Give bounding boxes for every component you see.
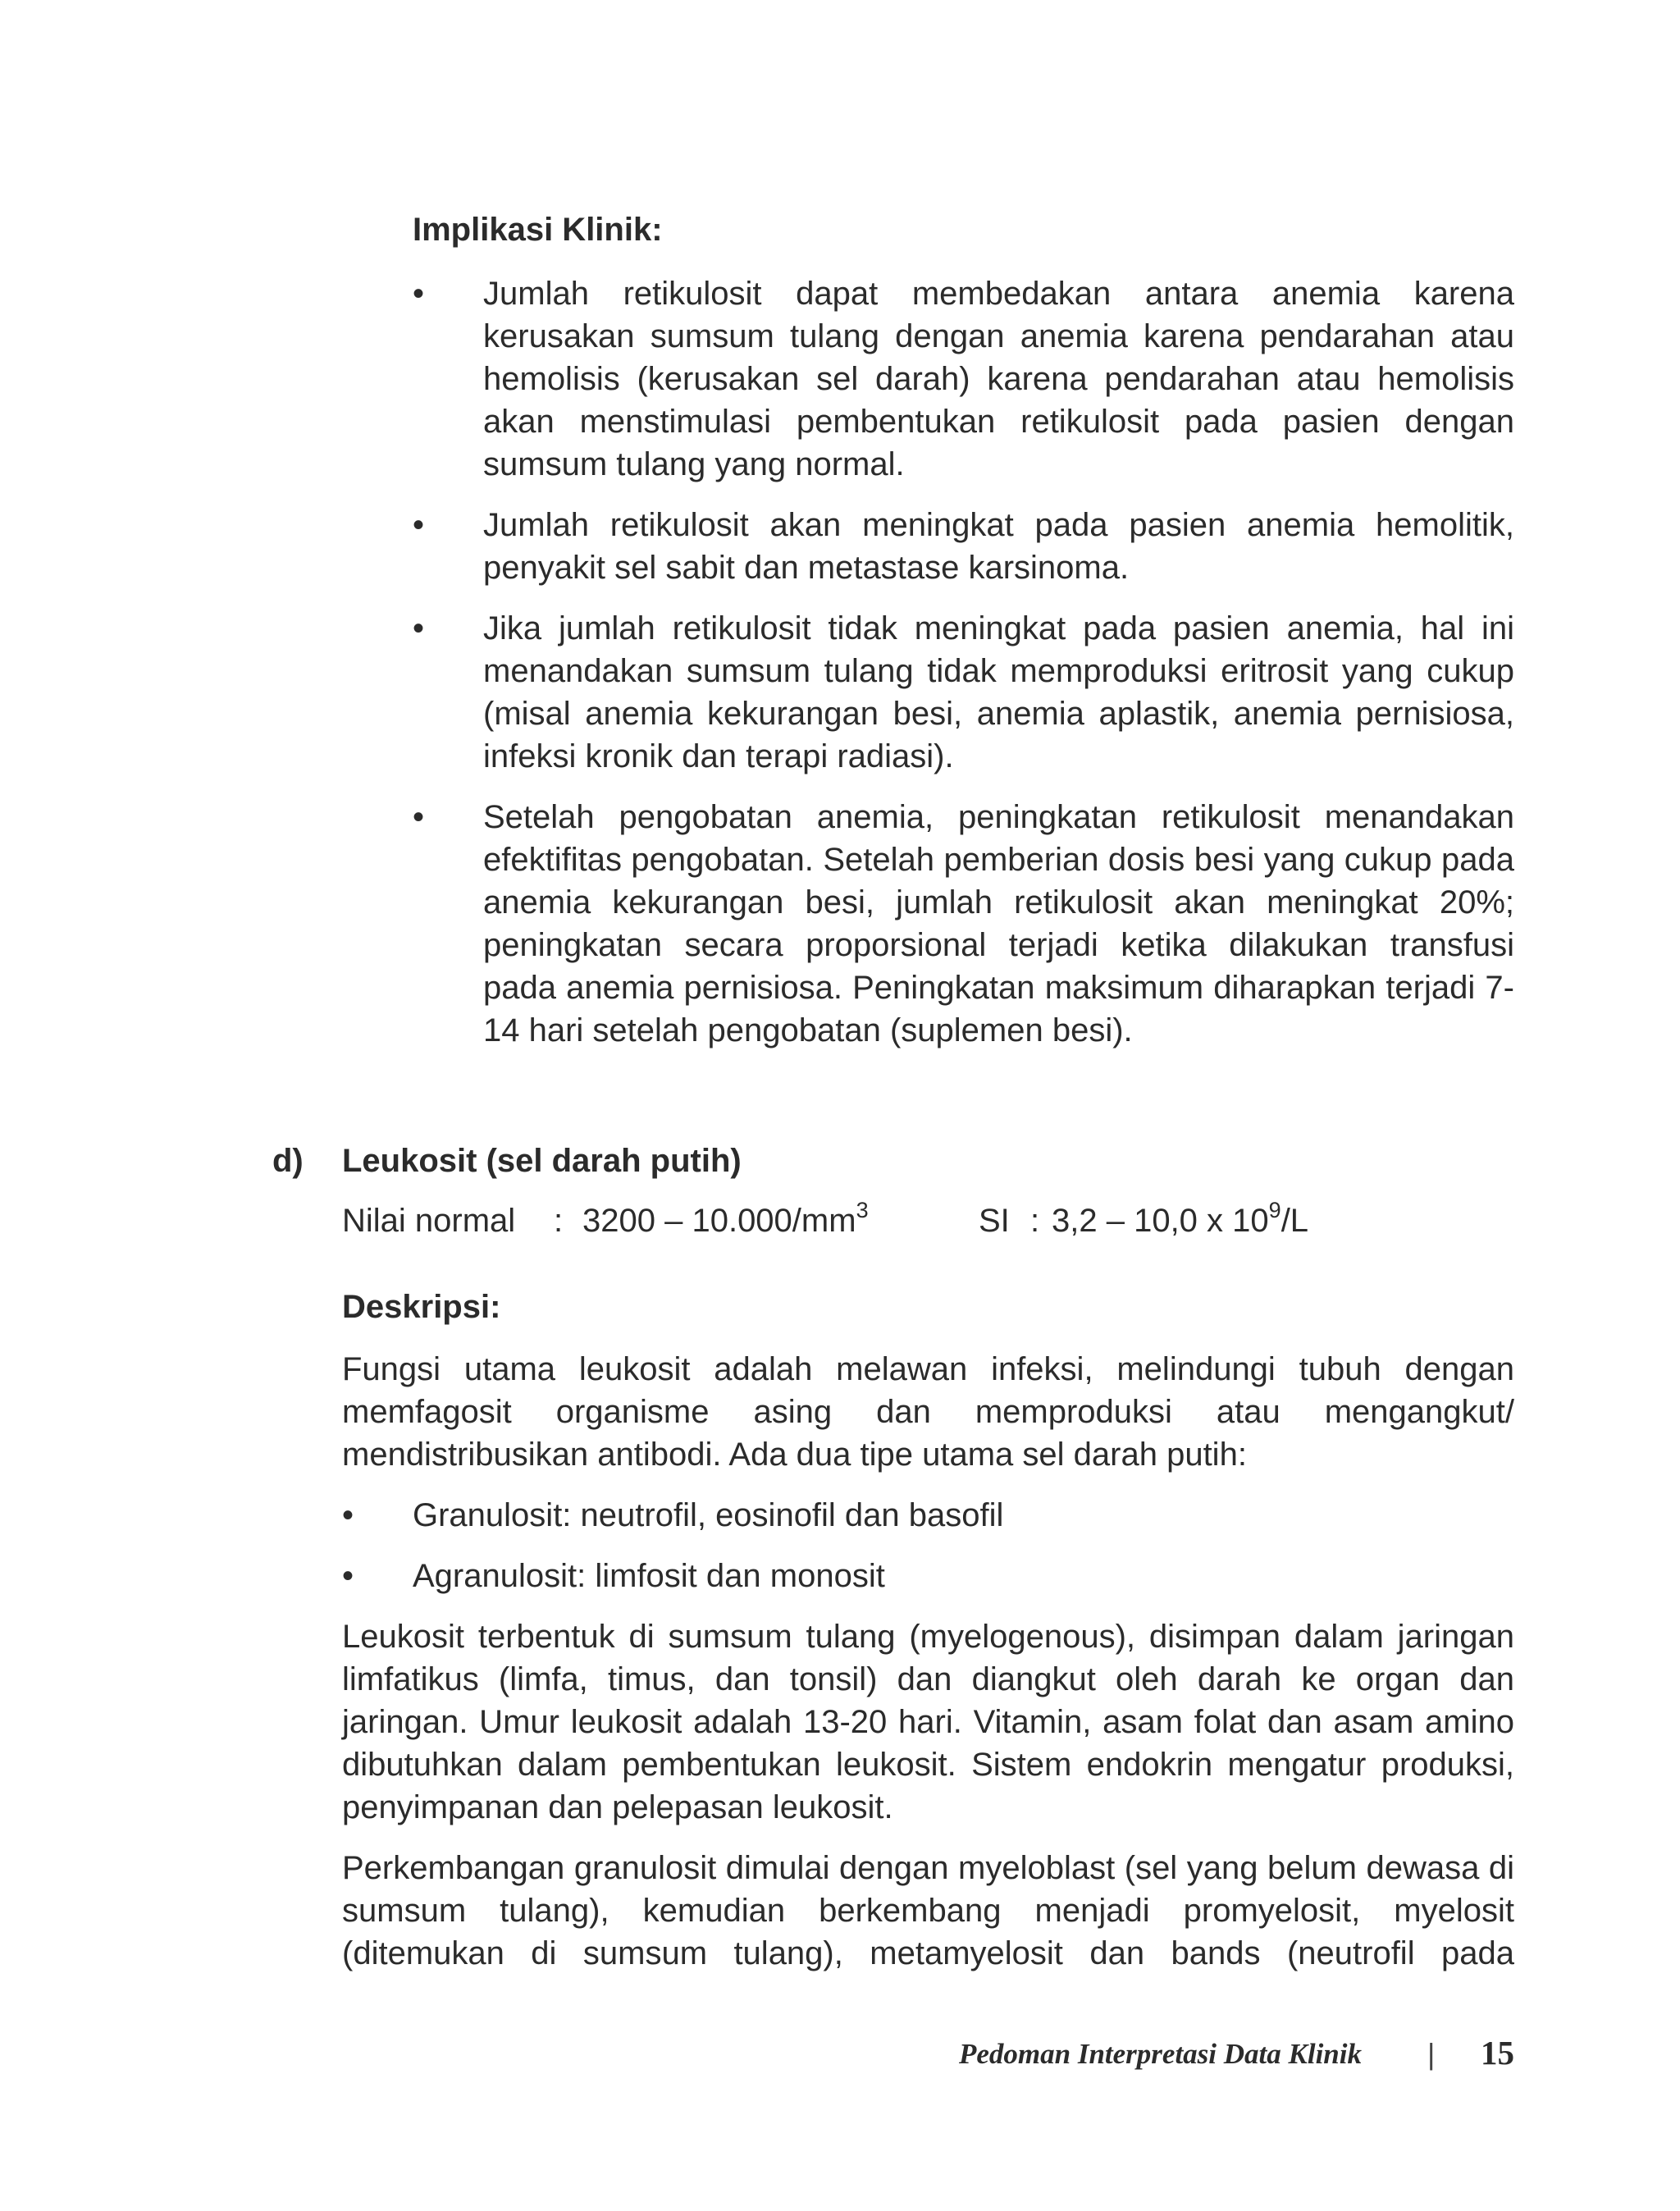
- leukosit-types-list: [342, 1494, 1514, 1597]
- list-item: [413, 607, 1514, 778]
- normal-values-row: [342, 1199, 1573, 1242]
- deskripsi-paragraph: Fungsi utama leukosit adalah melawan infeksi, melindungi tubuh dengan memfagosit organisme asing dan memproduksi atau mengangkut/ mendistribusikan antibodi. Ada dua tipe utama sel darah putih:: [342, 1351, 1514, 1473]
- leukosit-type-text: Granulosit: neutrofil, eosinofil dan basofil: [413, 1497, 1004, 1533]
- normal-value-exponent: 3: [856, 1198, 869, 1222]
- implikasi-item-text: Jika jumlah retikulosit tidak meningkat pada pasien anemia, hal ini menandakan sumsum tulang tidak memproduksi eritrosit yang cukup (misal anemia kekurangan besi, anemia aplastik, anemia pernisiosa, infeksi kronik dan terapi radiasi).: [483, 610, 1514, 774]
- si-value: 3,2 – 10,0 x $10^9/L$: [1052, 1198, 1309, 1239]
- list-item: [413, 796, 1514, 1052]
- implikasi-item-text: Jumlah retikulosit dapat membedakan antara anemia karena kerusakan sumsum tulang dengan anemia karena pendarahan atau hemolisis (kerusakan sel darah) karena pendarahan atau hemolisis akan menstimulasi pembentukan retikulosit pada pasien dengan sumsum tulang yang normal.: [483, 276, 1514, 482]
- bullet-icon: •: [413, 276, 425, 312]
- page-number: 15: [1481, 2034, 1514, 2072]
- bullet-icon: •: [342, 1558, 354, 1594]
- deskripsi-body: [342, 1348, 1514, 1975]
- bullet-icon: •: [342, 1497, 354, 1533]
- normal-label: Nilai normal: [342, 1203, 516, 1239]
- list-item: [413, 504, 1514, 589]
- si-value-exponent: 9: [1268, 1198, 1281, 1222]
- bullet-icon: •: [413, 799, 425, 835]
- deskripsi-heading: Deskripsi:: [342, 1289, 501, 1325]
- implikasi-list: [413, 272, 1514, 1052]
- section-title: Leukosit (sel darah putih): [342, 1143, 742, 1179]
- bullet-icon: •: [413, 610, 425, 646]
- leukosit-type-text: Agranulosit: limfosit dan monosit: [413, 1558, 885, 1594]
- list-item: [342, 1555, 1514, 1597]
- si-label: SI: [979, 1203, 1010, 1239]
- implikasi-item-text: Setelah pengobatan anemia, peningkatan retikulosit menandakan efektifitas pengobatan. Setelah pemberian dosis besi yang cukup pada anemia kekurangan besi, jumlah retikulosit akan meningkat 20%; peningkatan secara proporsional terjadi ketika dilakukan transfusi pada anemia pernisiosa. Peningkatan maksimum diharapkan terjadi 7-14 hari setelah pengobatan (suplemen besi).: [483, 799, 1514, 1048]
- implikasi-heading: Implikasi Klinik:: [413, 212, 663, 248]
- bullet-icon: •: [413, 507, 425, 543]
- deskripsi-paragraph: Perkembangan granulosit dimulai dengan myeloblast (sel yang belum dewasa di sumsum tulang), kemudian berkembang menjadi promyelosit, myelosit (ditemukan di sumsum tulang), metamyelosit dan bands (neutrofil pada: [342, 1850, 1514, 1971]
- list-item: [413, 272, 1514, 486]
- list-item: [342, 1494, 1514, 1537]
- deskripsi-paragraph: Leukosit terbentuk di sumsum tulang (myelogenous), disimpan dalam jaringan limfatikus (limfa, timus, dan tonsil) dan diangkut oleh darah ke organ dan jaringan. Umur leukosit adalah 13-20 hari. Vitamin, asam folat dan asam amino dibutuhkan dalam pembentukan leukosit. Sistem endokrin mengatur produksi, penyimpanan dan pelepasan leukosit.: [342, 1619, 1514, 1825]
- si-colon: :: [1030, 1203, 1040, 1239]
- implikasi-item-text: Jumlah retikulosit akan meningkat pada pasien anemia hemolitik, penyakit sel sabit dan metastase karsinoma.: [483, 507, 1514, 586]
- footer-separator: |: [1427, 2037, 1436, 2071]
- section-marker: d): [272, 1143, 304, 1179]
- normal-colon: :: [554, 1203, 564, 1239]
- normal-value: $3200 - 10.000/mm^3$: [582, 1198, 869, 1239]
- footer-title: Pedoman Interpretasi Data Klinik: [958, 2038, 1362, 2070]
